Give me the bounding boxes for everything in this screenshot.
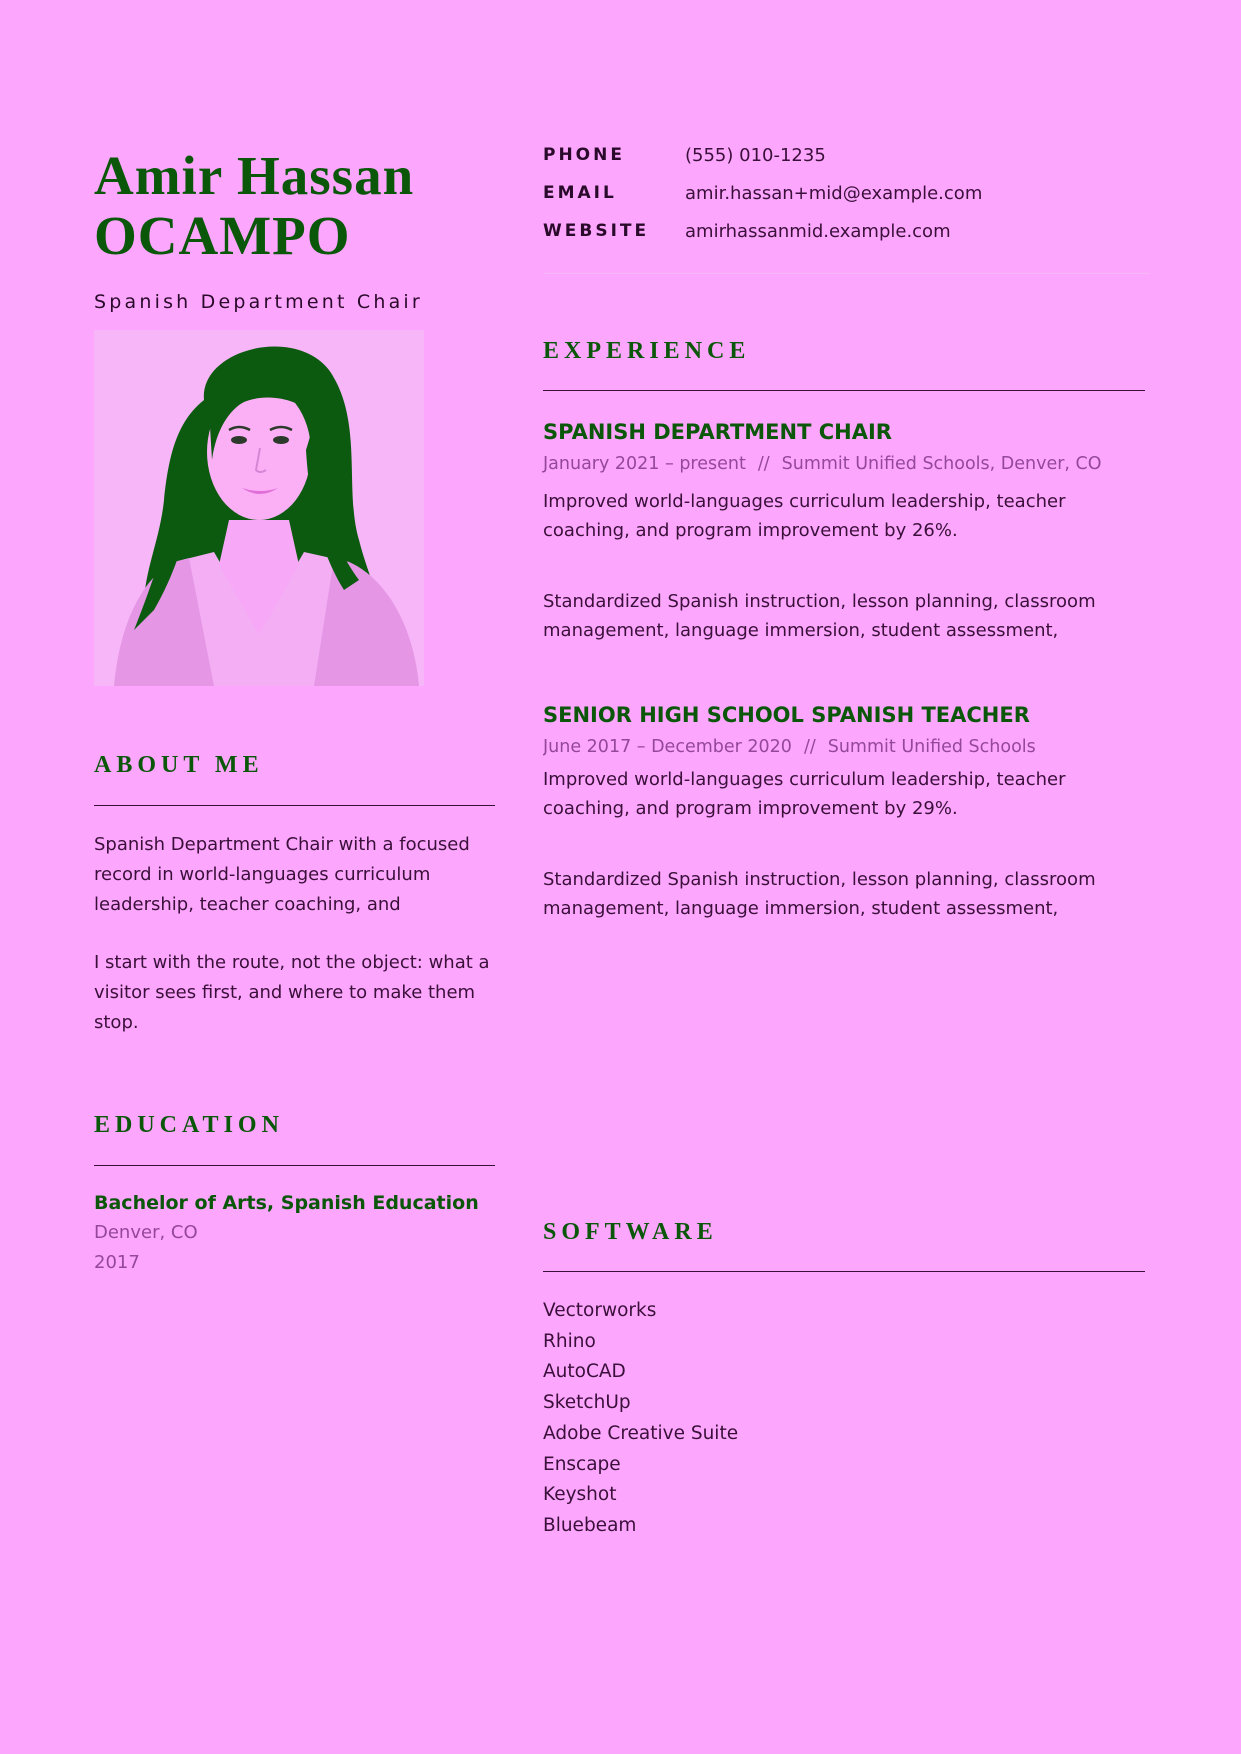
meta-separator: //: [757, 454, 770, 474]
last-name: OCAMPO: [94, 205, 351, 266]
job-dates: June 2017 – December 2020: [543, 737, 792, 757]
job-organization: Summit Unified Schools, Denver, CO: [781, 454, 1102, 474]
about-heading: ABOUT ME: [94, 752, 264, 778]
job-dates: January 2021 – present: [543, 454, 746, 474]
job-role: Spanish Department Chair: [94, 291, 423, 313]
job-meta: [543, 454, 1143, 474]
job-organization: Summit Unified Schools: [827, 737, 1036, 757]
contact-label: PHONE: [543, 145, 625, 165]
job-bullet: Standardized Spanish instruction, lesson planning, classroom management, language immersion, student assessment,: [543, 869, 1096, 919]
website-link[interactable]: amirhassanmid.example.com: [685, 220, 951, 242]
software-item: Keyshot: [543, 1484, 617, 1506]
job-bullet: Improved world-languages curriculum leadership, teacher coaching, and program improvement by 26%.: [543, 491, 1066, 541]
email-link[interactable]: amir.hassan+mid@example.com: [685, 182, 983, 204]
software-item: Enscape: [543, 1453, 621, 1475]
degree-title: Bachelor of Arts, Spanish Education: [94, 1192, 479, 1214]
contact-divider: [543, 273, 1150, 274]
about-statement: I start with the route, not the object: what a visitor sees first, and where to make them stop.: [94, 952, 490, 1033]
software-item: SketchUp: [543, 1392, 631, 1414]
software-item: Bluebeam: [543, 1514, 637, 1536]
education-year: 2017: [94, 1252, 140, 1273]
software-item: Vectorworks: [543, 1300, 657, 1321]
contact-label: WEBSITE: [543, 221, 650, 241]
job-bullet: Standardized Spanish instruction, lesson planning, classroom management, language immersion, student assessment,: [543, 591, 1096, 641]
portrait-illustration: [94, 330, 424, 686]
first-name: Amir Hassan: [94, 145, 415, 206]
job-title: SENIOR HIGH SCHOOL SPANISH TEACHER: [543, 703, 1030, 727]
job-meta: [543, 737, 1143, 759]
software-list: [543, 1296, 738, 1542]
job-entry: [543, 420, 1143, 645]
contact-row-email: [543, 174, 982, 212]
experience-divider: [543, 390, 1145, 391]
job-title: SPANISH DEPARTMENT CHAIR: [543, 420, 892, 444]
contact-block: [543, 136, 982, 250]
software-item: Adobe Creative Suite: [543, 1422, 739, 1444]
job-entry: [543, 703, 1143, 923]
education-location: Denver, CO: [94, 1222, 198, 1243]
software-item: Rhino: [543, 1330, 596, 1352]
phone-value[interactable]: (555) 010-1235: [685, 144, 826, 166]
education-heading: EDUCATION: [94, 1112, 284, 1138]
software-item: AutoCAD: [543, 1361, 626, 1383]
about-summary: Spanish Department Chair with a focused record in world-languages curriculum leadership, teacher coaching, and: [94, 834, 470, 915]
education-entry: [94, 1192, 479, 1278]
contact-row-website: [543, 212, 982, 250]
contact-row-phone: [543, 136, 982, 174]
candidate-name: [94, 146, 414, 266]
job-bullet: Improved world-languages curriculum leadership, teacher coaching, and program improvement by 29%.: [543, 769, 1066, 819]
education-divider: [94, 1165, 495, 1166]
software-heading: SOFTWARE: [543, 1219, 718, 1245]
contact-label: EMAIL: [543, 183, 617, 203]
about-divider: [94, 805, 495, 806]
profile-photo: [94, 330, 424, 686]
meta-separator: //: [803, 737, 816, 757]
experience-heading: EXPERIENCE: [543, 338, 751, 364]
software-divider: [543, 1271, 1145, 1272]
